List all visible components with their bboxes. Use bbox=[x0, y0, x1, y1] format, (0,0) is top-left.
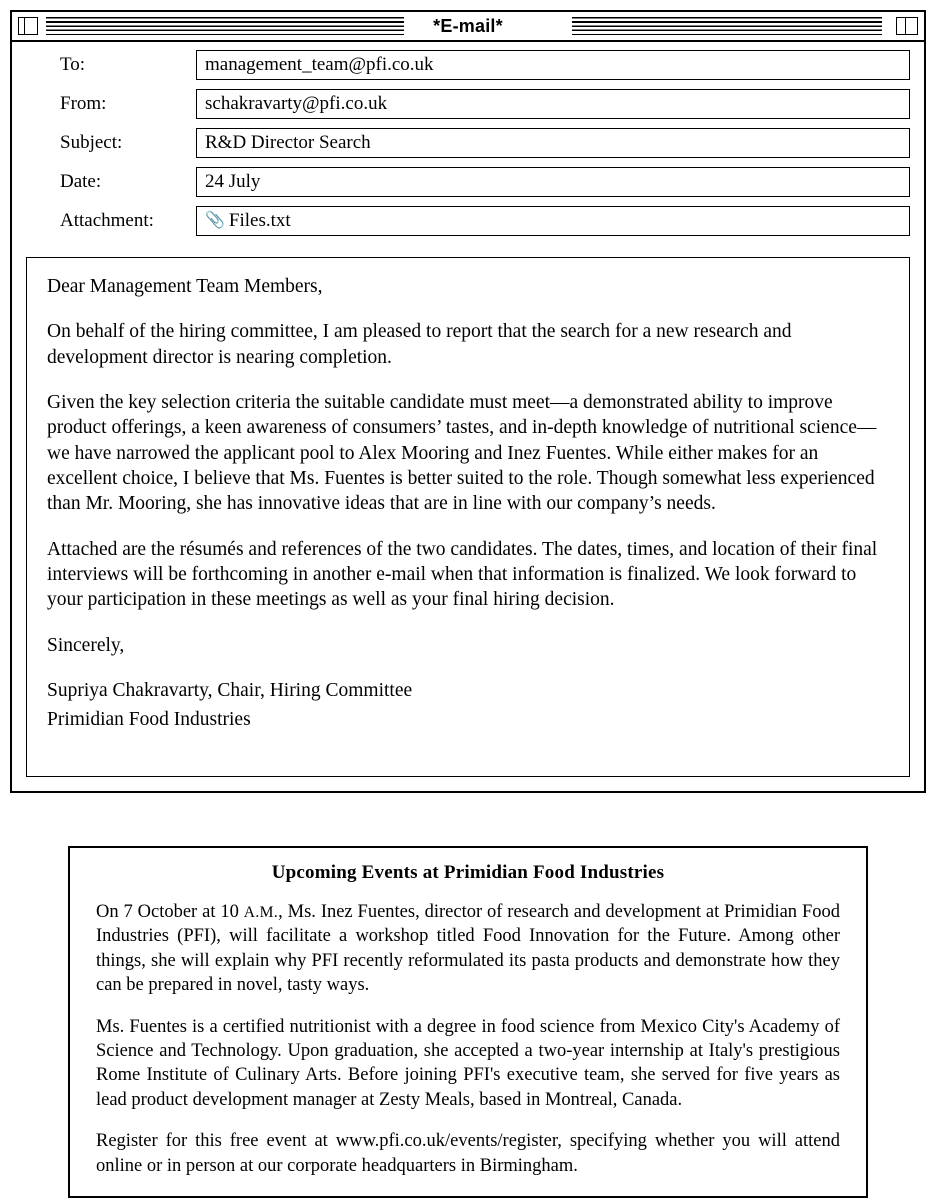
input-to[interactable]: management_team@pfi.co.uk bbox=[196, 50, 910, 80]
notice-p1-smallcaps: A.M. bbox=[243, 904, 279, 921]
field-row-subject bbox=[26, 128, 910, 158]
body-paragraph-3: Attached are the résumés and references of the two candidates. The dates, times, and location of their final interviews will be forthcoming in another e-mail when that information is finalized. We look forward to your participation in these meetings as well as your final hiring decision. bbox=[47, 538, 878, 611]
notice-p1-part1: On 7 October at 10 bbox=[96, 902, 244, 922]
label-subject: Subject: bbox=[60, 132, 123, 153]
resize-box-icon[interactable] bbox=[896, 17, 918, 35]
email-window bbox=[10, 10, 926, 793]
window-titlebar bbox=[12, 12, 924, 42]
notice-paragraph-1 bbox=[96, 900, 840, 998]
input-from[interactable]: schakravarty@pfi.co.uk bbox=[196, 89, 910, 119]
input-date[interactable]: 24 July bbox=[196, 167, 910, 197]
body-closing: Sincerely, bbox=[47, 634, 125, 656]
field-row-from bbox=[26, 89, 910, 119]
body-paragraph-2: Given the key selection criteria the suitable candidate must meet—a demonstrated ability to improve product offerings, a keen awareness of consumers’ tastes, and in-depth knowledge of nutritional science—we have narrowed the applicant pool to Alex Mooring and Inez Fuentes. While either makes for an excellent choice, I believe that Ms. Fuentes is better suited to the role. Though somewhat less experienced than Mr. Mooring, she has innovative ideas that are in line with our company’s needs. bbox=[47, 392, 877, 515]
body-signature-name: Supriya Chakravarty, Chair, Hiring Committee bbox=[47, 680, 413, 702]
attachment-filename: Files.txt bbox=[228, 210, 291, 231]
titlebar-stripes-right bbox=[572, 17, 882, 35]
label-from: From: bbox=[60, 93, 107, 114]
label-date: Date: bbox=[60, 171, 102, 192]
field-row-attachment bbox=[26, 206, 910, 236]
close-box-icon[interactable] bbox=[18, 17, 38, 35]
notice-p1-part2: , Ms. Inez Fuentes, director of research and development at Primidian Food Industries (PFI), will facilitate a workshop titled Food Innovation for the Future. Among other things, she will explain why PFI recently reformulated its pasta products and demonstrate how they can be prepared in novel, tasty ways. bbox=[96, 902, 840, 996]
body-signature-org: Primidian Food Industries bbox=[47, 709, 251, 731]
email-body bbox=[26, 257, 910, 777]
paperclip-icon: 📎 bbox=[205, 212, 225, 229]
titlebar-stripes-left bbox=[46, 17, 404, 35]
body-greeting: Dear Management Team Members, bbox=[47, 276, 323, 297]
field-row-to bbox=[26, 50, 910, 80]
field-row-date bbox=[26, 167, 910, 197]
window-title: *E-mail* bbox=[423, 16, 513, 37]
body-paragraph-1: On behalf of the hiring committee, I am pleased to report that the search for a new research and development director is nearing completion. bbox=[47, 321, 792, 368]
input-attachment[interactable] bbox=[196, 206, 910, 236]
upcoming-events-notice bbox=[68, 846, 868, 1198]
input-subject[interactable]: R&D Director Search bbox=[196, 128, 910, 158]
label-attachment: Attachment: bbox=[60, 210, 154, 231]
label-to: To: bbox=[60, 54, 86, 75]
notice-paragraph-2: Ms. Fuentes is a certified nutritionist with a degree in food science from Mexico City's Academy of Science and Technology. Upon graduation, she accepted a two-year internship at Italy's prestigious Rome Institute of Culinary Arts. Before joining PFI's executive team, she served for five years as lead product development manager at Zesty Meals, based in Montreal, Canada. bbox=[96, 1016, 840, 1110]
notice-title: Upcoming Events at Primidian Food Industries bbox=[271, 862, 665, 883]
email-header-fields bbox=[12, 42, 924, 251]
notice-paragraph-3: Register for this free event at www.pfi.co.uk/events/register, specifying whether you will attend online or in person at our corporate headquarters in Birmingham. bbox=[96, 1131, 840, 1176]
